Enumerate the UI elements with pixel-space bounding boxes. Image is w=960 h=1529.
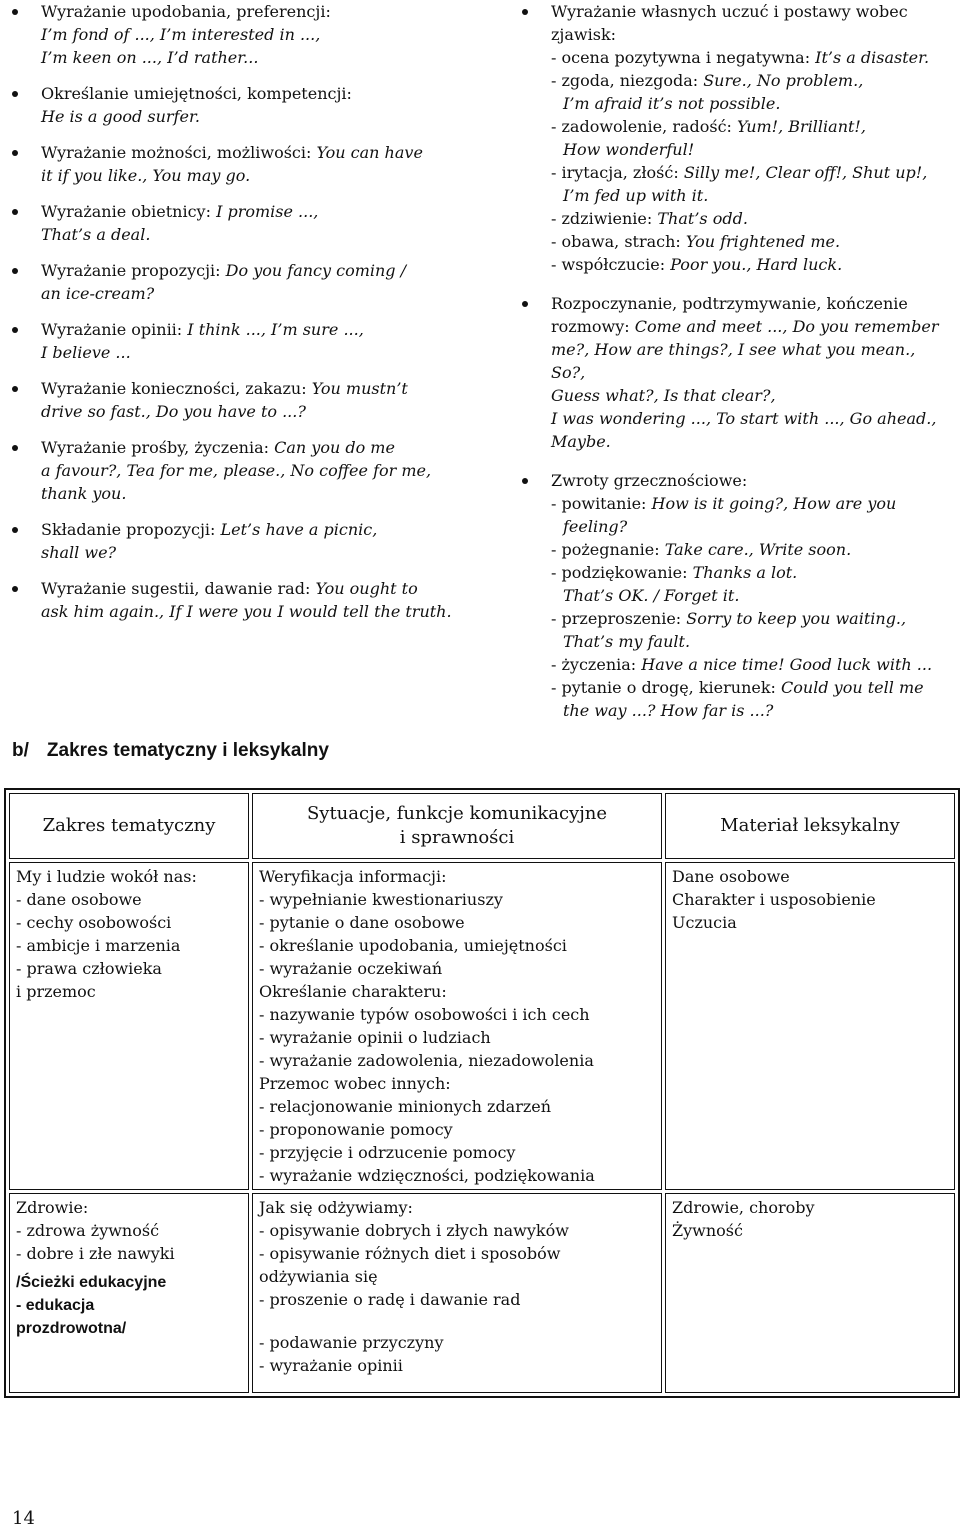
section-prefix: b/: [12, 740, 29, 761]
sub-item-label: - pożegnanie:: [551, 540, 660, 559]
item-label: Wyrażanie możności, możliwości:: [41, 143, 312, 162]
item-example: You mustn’t: [311, 379, 408, 398]
cell-line: - wyrażanie wdzięczności, podziękowania: [259, 1166, 595, 1185]
cell-line: - edukacja: [16, 1297, 95, 1314]
sub-item-example: Silly me!, Clear off!, Shut up!,: [683, 163, 928, 182]
sub-item-example: I’m fed up with it.: [563, 186, 709, 205]
item-example: an ice-cream?: [41, 284, 155, 303]
sub-item-label: - ocena pozytywna i negatywna:: [551, 48, 811, 67]
list-item: [12, 200, 460, 246]
item-example: You ought to: [315, 579, 418, 598]
item-examples: [551, 338, 954, 453]
cell-line: My i ludzie wokół nas:: [16, 867, 197, 886]
item-example: shall we?: [41, 543, 117, 562]
cell-line: - wyrażanie opinii: [259, 1356, 403, 1375]
cell-line: - opisywanie różnych diet i sposobów: [259, 1244, 561, 1263]
item-example: I promise ...,: [216, 202, 319, 221]
cell-functions: [252, 1193, 662, 1393]
sub-item: [551, 161, 954, 184]
cell-functions: [252, 862, 662, 1190]
cell-line: - wypełnianie kwestionariuszy: [259, 890, 503, 909]
item-example: I’m fond of ..., I’m interested in ...,: [41, 25, 321, 44]
item-example: ask him again., If I were you I would tell the truth.: [41, 602, 452, 621]
cell-line: - proszenie o radę i dawanie rad: [259, 1290, 521, 1309]
sub-list: [551, 492, 954, 722]
sub-item-example: Take care., Write soon.: [664, 540, 852, 559]
cell-line: - określanie upodobania, umiejętności: [259, 936, 567, 955]
sub-item-label: - obawa, strach:: [551, 232, 681, 251]
cell-line: Jak się odżywiamy:: [259, 1198, 413, 1217]
item-example: You can have: [316, 143, 423, 162]
header-lexis: Materiał leksykalny: [665, 793, 955, 859]
list-item: [12, 141, 460, 187]
list-item: [12, 82, 460, 128]
cell-topic: [9, 1193, 249, 1393]
content-table: [4, 788, 960, 1398]
table-row: [9, 1193, 955, 1393]
cell-line: /Ścieżki edukacyjne: [16, 1274, 167, 1291]
cell-line: Uczucia: [672, 913, 737, 932]
cell-line: - dane osobowe: [16, 890, 142, 909]
cell-line: - przyjęcie i odrzucenie pomocy: [259, 1143, 516, 1162]
cell-line: - podawanie przyczyny: [259, 1333, 444, 1352]
cell-line: Dane osobowe: [672, 867, 790, 886]
cell-line: Zdrowie:: [16, 1198, 89, 1217]
item-label: Wyrażanie obietnicy:: [41, 202, 211, 221]
cell-line: prozdrowotna/: [16, 1320, 127, 1337]
item-example: Maybe.: [551, 432, 611, 451]
sub-item: [551, 253, 954, 276]
item-example: drive so fast., Do you have to ...?: [41, 402, 306, 421]
list-item: [12, 0, 460, 69]
list-item: [12, 377, 460, 423]
sub-item-example: That’s my fault.: [563, 632, 691, 651]
item-example: me?, How are things?, I see what you mean., So?,: [551, 340, 916, 382]
sub-item: [551, 230, 954, 253]
cell-line: Zdrowie, choroby: [672, 1198, 815, 1217]
item-example: Do you fancy coming /: [225, 261, 407, 280]
list-item-conversation: [522, 292, 954, 453]
sub-item-example: That’s OK. / Forget it.: [563, 586, 740, 605]
cell-lexis: [665, 1193, 955, 1393]
page-number: 14: [12, 1508, 35, 1529]
cell-line: Charakter i usposobienie: [672, 890, 876, 909]
sub-item-example: You frightened me.: [685, 232, 841, 251]
table-header-row: [9, 793, 955, 859]
sub-item-example: Yum!, Brilliant!,: [737, 117, 866, 136]
sub-item: [551, 46, 954, 69]
list-item-feelings: [522, 0, 954, 276]
cell-topic: [9, 862, 249, 1190]
item-example: Guess what?, Is that clear?,: [551, 386, 776, 405]
item-example: it if you like., You may go.: [41, 166, 251, 185]
sub-item-label: - zgoda, niezgoda:: [551, 71, 699, 90]
header-topic: Zakres tematyczny: [9, 793, 249, 859]
sub-item-label: - życzenia:: [551, 655, 637, 674]
item-label: Wyrażanie własnych uczuć i postawy wobec zjawisk:: [551, 2, 908, 44]
cell-line: - opisywanie dobrych i złych nawyków: [259, 1221, 569, 1240]
item-label: Wyrażanie konieczności, zakazu:: [41, 379, 307, 398]
sub-item: [551, 538, 954, 561]
item-example: That’s a deal.: [41, 225, 151, 244]
cell-line: - relacjonowanie minionych zdarzeń: [259, 1097, 552, 1116]
item-label: Rozpoczynanie, podtrzymywanie, kończenie rozmowy:: [551, 294, 908, 336]
item-label: Wyrażanie opinii:: [41, 320, 183, 339]
sub-list: [551, 46, 954, 276]
item-example: I think ..., I’m sure ...,: [187, 320, 364, 339]
sub-item-label: - zdziwienie:: [551, 209, 653, 228]
sub-item-example: Poor you., Hard luck.: [670, 255, 843, 274]
item-example: I was wondering ..., To start with ..., Go ahead.,: [551, 409, 937, 428]
item-example: Can you do me: [274, 438, 395, 457]
cell-line: Przemoc wobec innych:: [259, 1074, 451, 1093]
sub-item-example: That’s odd.: [657, 209, 748, 228]
sub-item-label: - pytanie o drogę, kierunek:: [551, 678, 776, 697]
list-item: [12, 518, 460, 564]
right-column: [522, 0, 954, 738]
item-label: Wyrażanie prośby, życzenia:: [41, 438, 270, 457]
sub-item-label: - irytacja, złość:: [551, 163, 679, 182]
list-item-politeness: [522, 469, 954, 722]
item-example: thank you.: [41, 484, 127, 503]
header-functions-line2: i sprawności: [399, 827, 515, 848]
cell-line: Żywność: [672, 1221, 743, 1240]
cell-line: - cechy osobowości: [16, 913, 172, 932]
sub-item-label: - przeproszenie:: [551, 609, 682, 628]
section-title: Zakres tematyczny i leksykalny: [46, 740, 329, 761]
function-list-left: [12, 0, 460, 623]
cell-line: odżywiania się: [259, 1267, 378, 1286]
sub-item: [551, 676, 954, 699]
sub-item-example: Thanks a lot.: [692, 563, 798, 582]
cell-line: - ambicje i marzenia: [16, 936, 181, 955]
cell-line: Weryfikacja informacji:: [259, 867, 447, 886]
sub-item-label: - podziękowanie:: [551, 563, 688, 582]
item-label: Wyrażanie upodobania, preferencji:: [41, 2, 331, 21]
sub-item-example: How is it going?, How are you: [651, 494, 897, 513]
cell-line: i przemoc: [16, 982, 96, 1001]
item-label: Zwroty grzecznościowe:: [551, 471, 748, 490]
list-item: [12, 436, 460, 505]
item-label: Określanie umiejętności, kompetencji:: [41, 84, 352, 103]
item-label: Składanie propozycji:: [41, 520, 216, 539]
sub-item: [551, 492, 954, 515]
sub-item-example: I’m afraid it’s not possible.: [563, 94, 781, 113]
cell-line: - proponowanie pomocy: [259, 1120, 453, 1139]
sub-item: [551, 207, 954, 230]
sub-item-example: Could you tell me: [781, 678, 924, 697]
cell-lexis: [665, 862, 955, 1190]
sub-item-example: How wonderful!: [563, 140, 695, 159]
item-example: I believe ...: [41, 343, 131, 362]
section-heading: [12, 740, 329, 762]
cell-line: - wyrażanie oczekiwań: [259, 959, 443, 978]
header-functions-line1: Sytuacje, funkcje komunikacyjne: [306, 803, 608, 824]
header-functions: [252, 793, 662, 859]
item-example: Let’s have a picnic,: [220, 520, 378, 539]
left-column: [12, 0, 460, 636]
sub-item-example: It’s a disaster.: [815, 48, 930, 67]
function-list-right: [522, 0, 954, 722]
sub-item-example: Sure., No problem.,: [703, 71, 864, 90]
sub-item-label: - zadowolenie, radość:: [551, 117, 732, 136]
sub-item-example: Sorry to keep you waiting.,: [686, 609, 907, 628]
sub-item-label: - powitanie:: [551, 494, 647, 513]
sub-item-label: - współczucie:: [551, 255, 666, 274]
list-item: [12, 577, 460, 623]
item-example: He is a good surfer.: [41, 107, 200, 126]
item-label: Wyrażanie sugestii, dawanie rad:: [41, 579, 311, 598]
cell-line: - dobre i złe nawyki: [16, 1244, 175, 1263]
sub-item: [551, 69, 954, 92]
cell-line: - prawa człowieka: [16, 959, 162, 978]
sub-item: [551, 115, 954, 138]
item-example: I’m keen on ..., I’d rather...: [41, 48, 259, 67]
cell-line: Określanie charakteru:: [259, 982, 447, 1001]
sub-item: [551, 607, 954, 630]
item-label: Wyrażanie propozycji:: [41, 261, 221, 280]
list-item: [12, 259, 460, 305]
cell-line: - zdrowa żywność: [16, 1221, 160, 1240]
sub-item-example: Have a nice time! Good luck with ...: [641, 655, 933, 674]
sub-item-example: feeling?: [563, 517, 628, 536]
list-item: [12, 318, 460, 364]
table-row: [9, 862, 955, 1190]
cell-line: - wyrażanie zadowolenia, niezadowolenia: [259, 1051, 594, 1070]
cell-line: - nazywanie typów osobowości i ich cech: [259, 1005, 590, 1024]
cell-line: - pytanie o dane osobowe: [259, 913, 465, 932]
item-example: a favour?, Tea for me, please., No coffee for me,: [41, 461, 432, 480]
item-example: Come and meet ..., Do you remember: [634, 317, 939, 336]
sub-item: [551, 653, 954, 676]
sub-item: [551, 561, 954, 584]
cell-line: - wyrażanie opinii o ludziach: [259, 1028, 491, 1047]
sub-item-example: the way ...? How far is ...?: [563, 701, 774, 720]
